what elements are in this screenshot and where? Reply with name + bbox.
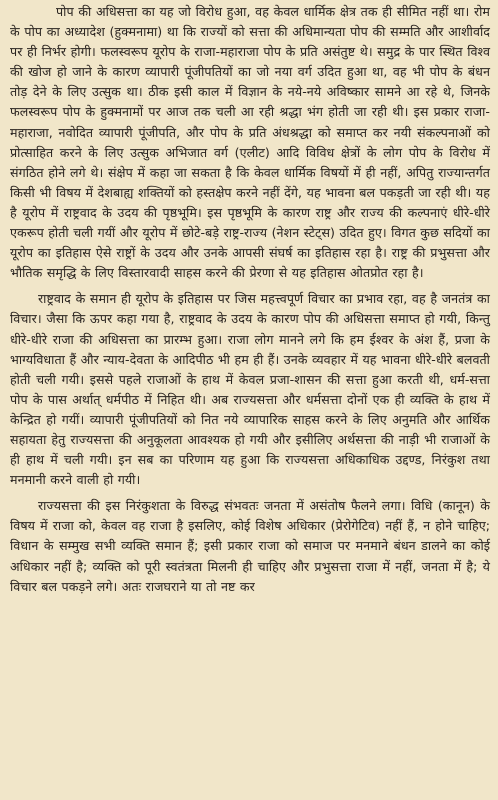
paragraph: राज्यसत्ता की इस निरंकुशता के विरुद्ध संभवतः जनता में असंतोष फैलने लगा। विधि (कानून) के विषय में राजा को, केवल वह राजा है इसलिए, कोई विशेष अधिकार (प्रेरोगेटिव) नहीं हैं, न होने चाहिए; विधान के सम्मुख सभी व्यक्ति समान हैं; इसी प्रकार राजा को समाज पर मनमाने बंधन डालने का कोई अधिकार नहीं है; व्यक्ति को पूरी स्वतंत्रता मिलनी ही चाहिए और प्रभुसत्ता राजा में नहीं, जनता में है; ये विचार बल पकड़ने लगे। अतः राजघराने या तो नष्ट कर: [10, 498, 490, 594]
paragraph: पोप की अधिसत्ता का यह जो विरोध हुआ, वह केवल धार्मिक क्षेत्र तक ही सीमित नहीं था। रोम के पोप का अध्यादेश (हुक्मनामा) था कि राज्यों को सत्ता की अधिमान्यता पोप की सम्मति और आशीर्वाद पर ही निर्भर होगी। फलस्वरूप यूरोप के राजा-महाराजा पोप के प्रति असंतुष्ट थे। समुद्र के पार स्थित विश्व की खोज हो जाने के कारण व्यापारी पूंजीपतियों का जो नया वर्ग उदित हुआ था, वह भी पोप के बंधन तोड़ देने के लिए उत्सुक था। ठीक इसी काल में विज्ञान के नये-नये अविष्कार सामने आ रहे थे, जिनके फलस्वरूप पोप के हुक्मनामों पर आज तक चली आ रही श्रद्धा भंग होती जा रही थी। इस प्रकार राजा-महाराजा, नवोदित व्यापारी पूंजीपति, और पोप के प्रति अंधश्रद्धा को समाप्त कर नयी संकल्पनाओं को प्रोत्साहित करने के लिए उत्सुक अभिजात वर्ग (एलीट) आदि विविध क्षेत्रों के लोग पोप के विरोध में संगठित होने लगे थे। संक्षेप में कहा जा सकता है कि केवल धार्मिक विषयों में ही नहीं, अपितु राज्यान्तर्गत किसी भी विषय में देशबाह्य शक्तियों को हस्तक्षेप करने नहीं देंगे, यह भावना बल पकड़ती जा रही थी। यह है यूरोप में राष्ट्रवाद के उदय की पृष्ठभूमि। इस पृष्ठभूमि के कारण राष्ट्र और राज्य की कल्पनाएं धीरे-धीरे एकरूप होती चली गयीं और यूरोप में छोटे-बड़े राष्ट्र-राज्य (नेशन स्टेट्स) उदित हुए। विगत कुछ सदियों का यूरोप का इतिहास ऐसे राष्ट्रों के उदय और उनके आपसी संघर्ष का इतिहास रहा है। राष्ट्र की प्रभुसत्ता और भौतिक समृद्धि के लिए विस्तारवादी साहस करने की प्रेरणा से यह इतिहास ओतप्रोत रहा है।: [10, 4, 490, 281]
paragraph: राष्ट्रवाद के समान ही यूरोप के इतिहास पर जिस महत्त्वपूर्ण विचार का प्रभाव रहा, वह है जनतंत्र का विचार। जैसा कि ऊपर कहा गया है, राष्ट्रवाद के उदय के कारण पोप की अधिसत्ता समाप्त हो गयी, किन्तु धीरे-धीरे राजा की अधिसत्ता का प्रारम्भ हुआ। राजा लोग मानने लगे कि हम ईश्वर के अंश हैं, प्रजा के भाग्यविधाता हैं और न्याय-देवता के आदिपीठ भी हम ही हैं। उनके व्यवहार में यह भावना धीरे-धीरे बलवती होती चली गयी। इससे पहले राजाओं के हाथ में केवल प्रजा-शासन की सत्ता हुआ करती थी, धर्म-सत्ता पोप के पास अर्थात् धर्मपीठ में निहित थी। अब राज्यसत्ता और धर्मसत्ता दोनों एक ही व्यक्ति के हाथ में केन्द्रित हो गयीं। व्यापारी पूंजीपतियों को नित नये व्यापारिक साहस करने के लिए अनुमति और आर्थिक सहायता हेतु राज्यसत्ता की अनुकूलता आवश्यक हो गयी और इसीलिए अर्थसत्ता की नाड़ी भी राजाओं के ही हाथ में चली गयी। इन सब का परिणाम यह हुआ कि राज्यसत्ता अधिकाधिक उद्दण्ड, निरंकुश तथा मनमानी करने वाली हो गयी।: [10, 291, 490, 488]
